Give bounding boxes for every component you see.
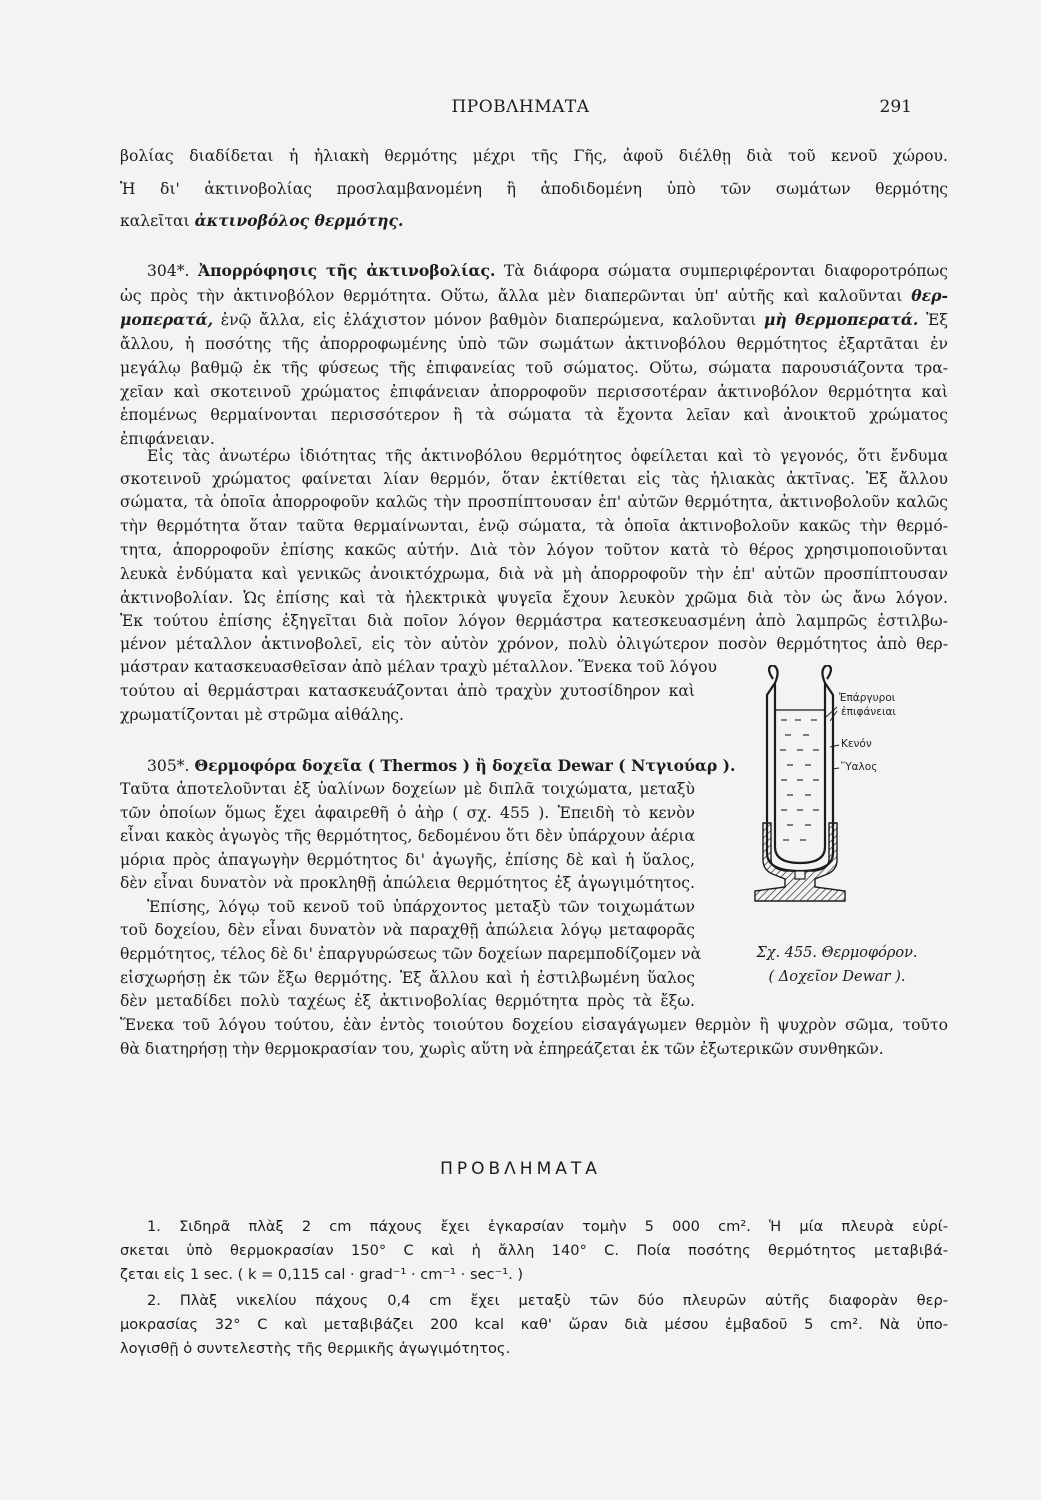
text-span: καλεῖται — [120, 212, 195, 230]
seal-tip — [795, 871, 805, 879]
text-line: τητα, ἀπορροφοῦν ἐπίσης κακῶς αὐτήν. Διὰ τὸν λόγον τοῦτον κατὰ τὸ θέρος χρησιμοποιοῦνται — [120, 541, 948, 559]
text-line: Ἡ δι' ἀκτινοβολίας προσλαμβανομένη ἢ ἀποδιδομένη ὑπὸ τῶν σωμάτων θερμότης — [120, 180, 948, 198]
running-head: ΠΡΟΒΛΗΜΑΤΑ — [451, 97, 590, 117]
problem-1-line: 1. Σιδηρᾶ πλὰξ 2 cm πάχους ἔχει ἐγκαρσίαν τομὴν 5 000 cm². Ἡ μία πλευρὰ εὑρί- — [147, 1218, 948, 1235]
label-glass: Ὕαλος — [841, 761, 878, 773]
text-line — [120, 210, 948, 232]
text-line: Ἐπίσης, λόγῳ τοῦ κενοῦ τοῦ ὑπάρχοντος μεταξὺ τῶν τοιχωμάτων — [147, 898, 695, 916]
text-line: εἶναι κακὸς ἀγωγὸς τῆς θερμότητος, δεδομένου ὅτι δὲν ὑπάρχουν ἀέρια — [120, 827, 695, 845]
text-span: ἐνῷ ἄλλα, εἰς ἐλάχιστον μόνον βαθμὸν διαπερώμενα, καλοῦνται — [213, 311, 764, 329]
text-line — [120, 285, 948, 307]
key-term: μοπερατά, — [120, 310, 213, 329]
section-title: Ἀπορρόφησις τῆς ἀκτινοβολίας. — [198, 261, 496, 280]
section-305-heading-line — [120, 755, 736, 777]
label-vacuum: Κενόν — [841, 738, 872, 750]
text-line: θερμότητος, τέλος δὲ δι' ἐπαργυρώσεως τῶν δοχείων παρεμποδίζομεν νὰ — [120, 945, 702, 963]
text-line: ἐπιφάνειαν. — [120, 430, 215, 448]
key-term: θερ- — [911, 286, 948, 305]
text-line: ἀκτινοβολίαν. Ὡς ἐπίσης καὶ τὰ ἠλεκτρικὰ ψυγεῖα ἔχουν λευκὸν χρῶμα διὰ τὸν ὡς ἄνω λόγον. — [120, 589, 948, 607]
text-line: εἰσχωρήσῃ ἐκ τῶν ἔξω θερμότης. Ἐξ ἄλλου καὶ ἡ ἐστιλβωμένη ὕαλος — [120, 969, 695, 987]
text-line: τούτου αἱ θερμάστραι κατασκευάζονται ἀπὸ τραχὺν χυτοσίδηρον καὶ — [120, 682, 695, 700]
text-line: μάστραν κατασκευασθεῖσαν ἀπὸ μέλαν τραχὺ μέταλλον. Ἕνεκα τοῦ λόγου — [120, 658, 717, 676]
section-304-heading-line — [120, 260, 948, 282]
figure-dewar-flask — [745, 665, 945, 910]
problems-heading: ΠΡΟΒΛΗΜΑΤΑ — [440, 1159, 601, 1179]
text-line: χεῖαν καὶ σκοτεινοῦ χρώματος ἐπιφάνειαν ἀπορροφοῦν περισσοτέραν ἀκτινοβόλον θερμότητα καὶ — [120, 383, 948, 401]
liquid-dashes — [780, 720, 819, 840]
text-line: χρωματίζονται μὲ στρῶμα αἰθάλης. — [120, 706, 404, 724]
problem-1-line: σκεται ὑπὸ θερμοκρασίαν 150° C καὶ ἡ ἄλλη 140° C. Ποία ποσότης θερμότητος μεταβιβά- — [120, 1242, 948, 1259]
key-term: μὴ θερμοπερατά. — [764, 310, 919, 329]
problem-1-line: ζεται εἰς 1 sec. ( k = 0,115 cal · grad⁻¹ · cm⁻¹ · sec⁻¹. ) — [120, 1266, 524, 1283]
text-line: μεγάλῳ βαθμῷ ἐκ τῆς φύσεως τῆς ἐπιφανείας τοῦ σώματος. Οὕτω, σώματα παρουσιάζοντα τρα- — [120, 359, 948, 377]
text-line: δὲν εἶναι δυνατὸν νὰ προκληθῇ ἀπώλεια θερμότητος ἐξ ἀγωγιμότητος. — [120, 874, 695, 892]
figure-caption-line-1: Σχ. 455. Θερμοφόρον. — [756, 945, 918, 961]
section-title: Θερμοφόρα δοχεῖα ( Thermos ) ἢ δοχεῖα Dewar ( Ντγιούαρ ). — [194, 756, 736, 775]
text-line — [120, 309, 948, 331]
text-line: τοῦ δοχείου, δὲν εἶναι δυνατὸν νὰ παραχθῇ ἀπώλεια λόγῳ μεταφορᾶς — [120, 921, 695, 939]
text-line: τῶν ὁποίων ὅμως ἔχει ἀφαιρεθῆ ὁ ἀὴρ ( σχ. 455 ). Ἐπειδὴ τὸ κενὸν — [120, 804, 695, 822]
text-line: σκοτεινοῦ χρώματος φαίνεται λίαν θερμόν, ὅταν ἐκτίθεται εἰς τὰς ἡλιακὰς ἀκτῖνας. Ἐξ ἄλλου — [120, 470, 948, 488]
text-line: ἄλλου, ἡ ποσότης τῆς ἀπορροφωμένης ὑπὸ τῶν σωμάτων ἀκτινοβόλου θερμότητος ἐξαρτᾶται ἐν — [120, 335, 948, 353]
text-line: τὴν θερμότητα ὅταν ταῦτα θερμαίνωνται, ἐνῷ σώματα, τὰ ὁποῖα ἀκτινοβολοῦν κακῶς τὴν θερμό- — [120, 517, 948, 535]
text-line: λευκὰ ἐνδύματα καὶ γενικῶς ἀνοικτόχρωμα, διὰ νὰ μὴ ἀπορροφοῦν τὴν ἐπ' αὐτῶν προσπίπτουσαν — [120, 565, 948, 583]
page-header — [0, 97, 1041, 121]
problem-2-line: λογισθῇ ὁ συντελεστὴς τῆς θερμικῆς ἀγωγιμότητος. — [120, 1340, 511, 1357]
text-span: Ἐξ — [918, 311, 948, 329]
key-term: ἀκτινοβόλος θερμότης. — [194, 211, 404, 230]
text-line: δὲν μεταδίδει πολὺ ταχέως ἐξ ἀκτινοβολίας θερμότητα πρὸς τὰ ἔξω. — [120, 992, 695, 1010]
section-number: 305*. — [147, 757, 190, 775]
label-silvered-surfaces-1: Ἐπάργυροι — [839, 692, 896, 704]
text-line: μένον μέταλλον ἀκτινοβολεῖ, εἰς τὸν αὐτὸν χρόνον, πολὺ ὀλιγώτερον ποσὸν θερμότητος ἀπὸ θερ- — [120, 635, 948, 653]
text-span: Τὰ διάφορα σώματα συμπεριφέρονται διαφοροτρόπως — [503, 262, 948, 280]
problem-2-line: 2. Πλὰξ νικελίου πάχους 0,4 cm ἔχει μεταξὺ τῶν δύο πλευρῶν αὐτῆς διαφορὰν θερ- — [147, 1292, 948, 1309]
label-silvered-surfaces-2: ἐπιφάνειαι — [841, 706, 896, 718]
text-line: θὰ διατηρήσῃ τὴν θερμοκρασίαν του, χωρὶς αὕτη νὰ ἐπηρεάζεται ἐκ τῶν ἐξωτερικῶν συνθηκῶν. — [120, 1040, 884, 1058]
text-line: βολίας διαδίδεται ἡ ἡλιακὴ θερμότης μέχρι τῆς Γῆς, ἀφοῦ διέλθῃ διὰ τοῦ κενοῦ χώρου. — [120, 147, 948, 165]
text-line: ἑπομένως θερμαίνονται περισσότερον ἢ τὰ σώματα τὰ ἔχοντα λεῖαν καὶ ἀνοικτοῦ χρώματος — [120, 406, 948, 424]
text-line: Ταῦτα ἀποτελοῦνται ἐξ ὑαλίνων δοχείων μὲ διπλᾶ τοιχώματα, μεταξὺ — [120, 780, 695, 798]
text-line: Εἰς τὰς ἀνωτέρω ἰδιότητας τῆς ἀκτινοβόλου θερμότητος ὀφείλεται καὶ τὸ γεγονός, ὅτι ἔνδυμα — [147, 447, 948, 465]
text-span: ὡς πρὸς τὴν ἀκτινοβόλον θερμότητα. Οὕτω, ἄλλα μὲν διαπερῶνται ὑπ' αὐτῆς καὶ καλοῦνται — [120, 287, 912, 305]
page-number: 291 — [879, 97, 912, 117]
text-line: Ἐκ τούτου ἐπίσης ἐξηγεῖται διὰ ποῖον λόγον θερμάστρα κατεσκευασμένη ἀπὸ λαμπρῶς ἐστιλβω- — [120, 612, 948, 630]
text-line: μόρια πρὸς ἀπαγωγὴν θερμότητος δι' ἀγωγῆς, ἐπίσης δὲ καὶ ἡ ὕαλος, — [120, 851, 695, 869]
problem-2-line: μοκρασίας 32° C καὶ μεταβιβάζει 200 kcal καθ' ὥραν διὰ μέσου ἐμβαδοῦ 5 cm². Νὰ ὑπο- — [120, 1316, 948, 1333]
text-line: σώματα, τὰ ὁποῖα ἀπορροφοῦν καλῶς τὴν προσπίπτουσαν ἐπ' αὐτῶν θερμότητα, ἀκτινοβολοῦν καλῶς — [120, 493, 948, 511]
figure-caption-line-2: ( Δοχεῖον Dewar ). — [768, 969, 906, 985]
section-number: 304*. — [147, 262, 190, 280]
text-line: Ἕνεκα τοῦ λόγου τούτου, ἐὰν ἐντὸς τοιούτου δοχείου εἰσαγάγωμεν θερμὸν ἢ ψυχρὸν σῶμα, τοῦτο — [120, 1016, 948, 1034]
